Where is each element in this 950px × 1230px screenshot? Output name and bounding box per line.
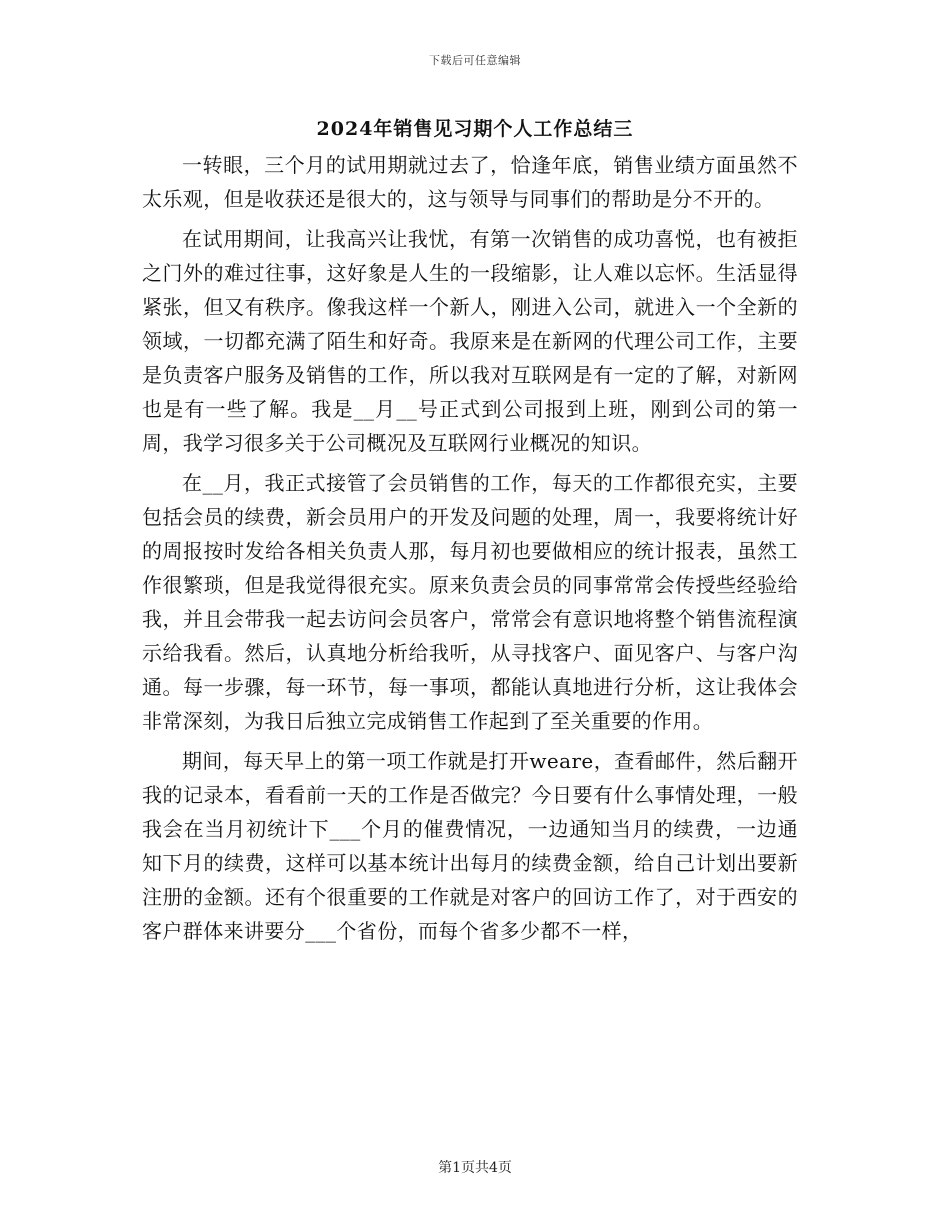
paragraph-4: 期间，每天早上的第一项工作就是打开weare，查看邮件，然后翻开我的记录本，看看前一天的工作是否做完？今日要有什么事情处理，一般我会在当月初统计下___个月的催费情况，一边通知当月的续费，一边通知下月的续费，这样可以基本统计出每月的续费金额，给自己计划出要新注册的金额。还有个很重要的工作就是对客户的回访工作了，对于西安的客户群体来讲要分___个省份，而每个省多少都不一样，	[142, 749, 798, 943]
page-number: 第1页共4页	[438, 1160, 512, 1176]
paragraph-3: 在__月，我正式接管了会员销售的工作，每天的工作都很充实，主要包括会员的续费，新会员用户的开发及问题的处理，周一，我要将统计好的周报按时发给各相关负责人那，每月初也要做相应的统计报表，虽然工作很繁琐，但是我觉得很充实。原来负责会员的同事常常会传授些经验给我，并且会带我一起去访问会员客户，常常会有意识地将整个销售流程演示给我看。然后，认真地分析给我听，从寻找客户、面见客户、与客户沟通。每一步骤，每一环节，每一事项，都能认真地进行分析，这让我体会非常深刻，为我日后独立完成销售工作起到了至关重要的作用。	[142, 471, 798, 733]
paragraph-1: 一转眼，三个月的试用期就过去了，恰逢年底，销售业绩方面虽然不太乐观，但是收获还是很大的，这与领导与同事们的帮助是分不开的。	[142, 153, 798, 211]
document-body	[142, 148, 798, 948]
page-header-note: 下载后可任意编辑	[429, 54, 521, 67]
document-title: 2024年销售见习期个人工作总结三	[316, 118, 634, 140]
paragraph-2: 在试用期间，让我高兴让我忧，有第一次销售的成功喜悦，也有被拒之门外的难过往事，这好象是人生的一段缩影，让人难以忘怀。生活显得紧张，但又有秩序。像我这样一个新人，刚进入公司，就进入一个全新的领域，一切都充满了陌生和好奇。我原来是在新网的代理公司工作，主要是负责客户服务及销售的工作，所以我对互联网是有一定的了解，对新网也是有一些了解。我是__月__号正式到公司报到上班，刚到公司的第一周，我学习很多关于公司概况及互联网行业概况的知识。	[142, 227, 798, 455]
